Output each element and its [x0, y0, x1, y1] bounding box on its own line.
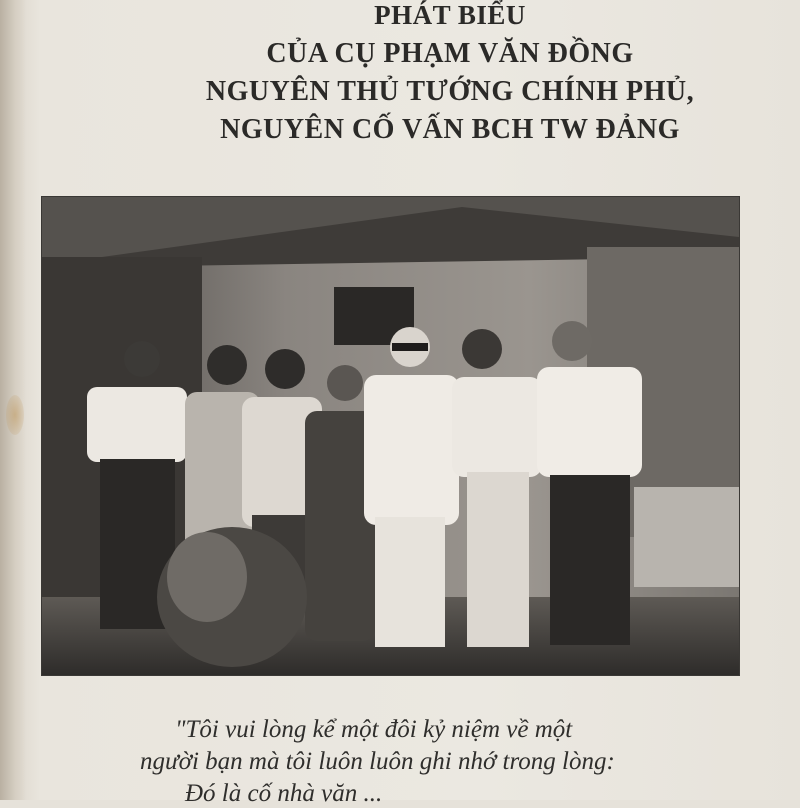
quote-line-1: "Tôi vui lòng kể một đôi kỷ niệm về một [175, 716, 573, 743]
heading-line-2: CỦA CỤ PHẠM VĂN ĐỒNG [266, 38, 634, 69]
heading-line-1: PHÁT BIỂU [374, 0, 526, 30]
group-photo-image [42, 197, 739, 675]
page-stain [6, 395, 24, 435]
group-photo [42, 197, 739, 675]
heading-line-4: NGUYÊN CỐ VẤN BCH TW ĐẢNG [220, 114, 680, 145]
heading-line-3: NGUYÊN THỦ TƯỚNG CHÍNH PHỦ, [205, 76, 695, 107]
quote-line-3: Đó là cố nhà văn ... [185, 780, 383, 807]
quote-line-2: người bạn mà tôi luôn luôn ghi nhớ trong lòng: [140, 748, 615, 775]
